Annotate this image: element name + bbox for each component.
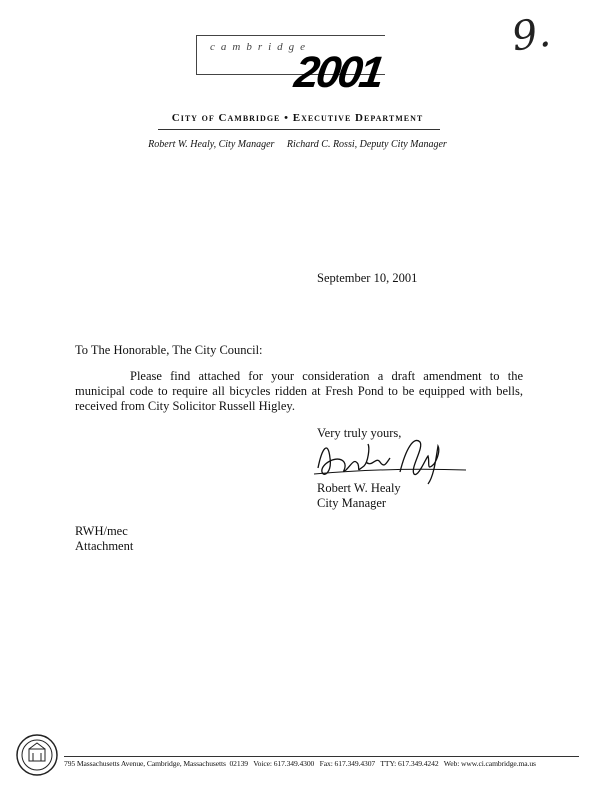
handwritten-signature bbox=[310, 428, 470, 488]
salutation: To The Honorable, The City Council: bbox=[75, 343, 263, 357]
reference-initials: RWH/mec bbox=[75, 524, 128, 538]
letterhead-divider bbox=[158, 129, 440, 130]
department-heading: City of Cambridge • Executive Department bbox=[171, 112, 424, 124]
officials-line: Robert W. Healy, City Manager Richard C. Rossi, Deputy City Manager bbox=[148, 139, 447, 150]
logo-year: 2001 bbox=[291, 48, 385, 97]
footer-contact: 795 Massachusetts Avenue, Cambridge, Massachusetts 02139 Voice: 617.349.4300 Fax: 617.349.4307 TTY: 617.349.4242 Web: www.ci.cambridge.ma.us bbox=[64, 759, 536, 768]
closing: Very truly yours, bbox=[317, 426, 402, 440]
footer-divider bbox=[64, 756, 579, 757]
logo-wordmark: cambridge bbox=[210, 41, 312, 53]
signer-title: City Manager bbox=[317, 496, 387, 510]
signer-name: Robert W. Healy bbox=[317, 481, 401, 495]
handwritten-page-number: 9. bbox=[508, 9, 554, 61]
city-seal-icon bbox=[15, 733, 59, 777]
enclosure-note: Attachment bbox=[75, 539, 134, 553]
letter-paragraph: Please find attached for your consideration a draft amendment to the municipal code to require all bicycles ridden at Fresh Pond to be equipped with bells, received from City Solicitor Russell Higley. bbox=[75, 369, 523, 413]
letter-date: September 10, 2001 bbox=[317, 271, 418, 285]
